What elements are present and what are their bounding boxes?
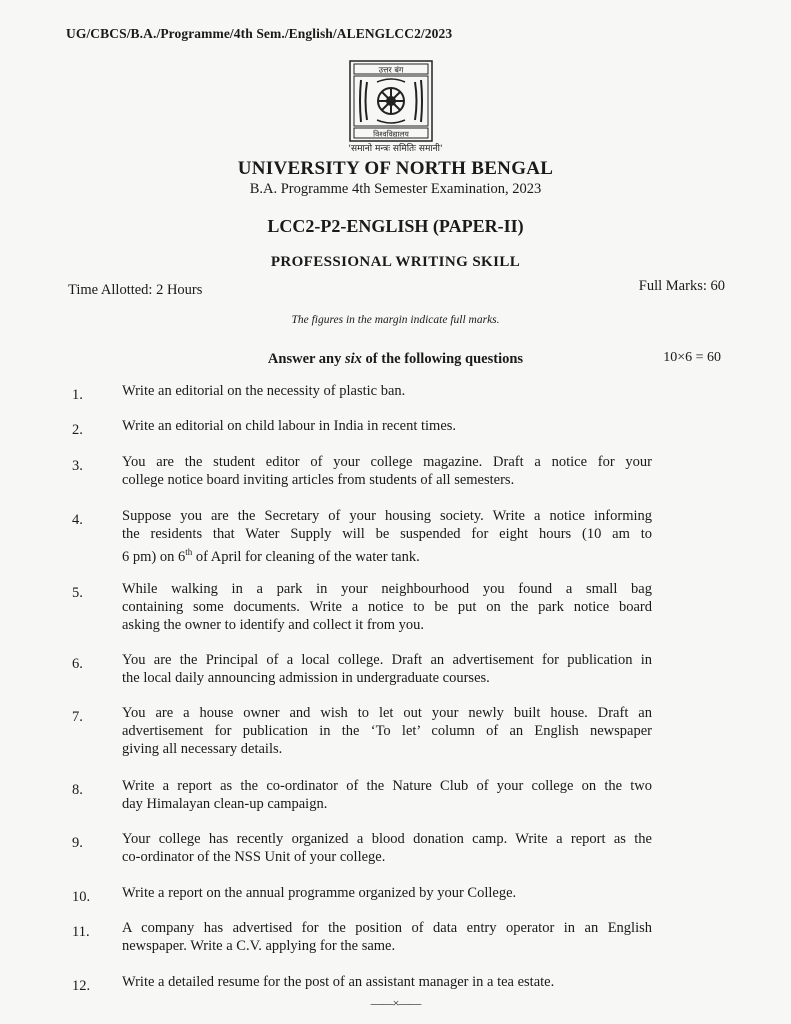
question-number: 1. xyxy=(72,387,83,403)
question-text-line: Your college has recently organized a blood donation camp. Write a report as the xyxy=(122,831,652,847)
university-motto: 'समानो मन्त्रः समितिः समानी' xyxy=(348,144,443,154)
question-text-line: Suppose you are the Secretary of your housing society. Write a notice informing xyxy=(122,508,652,524)
full-marks: Full Marks: 60 xyxy=(638,278,725,294)
question-text-line: 6 pm) on 6th of April for cleaning of the water tank. xyxy=(122,547,420,565)
question-text-line: Write a detailed resume for the post of an assistant manager in a tea estate. xyxy=(122,974,555,990)
paper-title: LCC2-P2-ENGLISH (PAPER-II) xyxy=(267,216,524,236)
margin-note: The figures in the margin indicate full marks. xyxy=(291,314,500,326)
question-text-line: co-ordinator of the NSS Unit of your college. xyxy=(122,849,386,865)
question-number: 4. xyxy=(72,512,83,528)
question-number: 5. xyxy=(72,585,83,601)
question-text-line: Write an editorial on child labour in India in recent times. xyxy=(122,418,457,434)
question-text-line: the local daily announcing admission in undergraduate courses. xyxy=(122,670,490,686)
question-number: 12. xyxy=(72,978,91,994)
exam-title: B.A. Programme 4th Semester Examination, 2023 xyxy=(249,181,542,197)
time-allotted: Time Allotted: 2 Hours xyxy=(68,282,203,298)
question-number: 3. xyxy=(72,458,83,474)
question-text-line: asking the owner to identify and collect it from you. xyxy=(122,617,425,633)
question-number: 9. xyxy=(72,835,83,851)
emblem-bottom-text: विश्वविद्यालय xyxy=(373,129,409,139)
question-text-line: While walking in a park in your neighbourhood you found a small bag xyxy=(122,581,652,597)
question-text-line: containing some documents. Write a notice to be put on the park notice board xyxy=(122,599,652,615)
question-text-line: Write an editorial on the necessity of plastic ban. xyxy=(122,383,406,399)
question-text-line: Write a report on the annual programme organized by your College. xyxy=(122,885,517,901)
instruction: Answer any six of the following questions xyxy=(267,351,524,367)
question-text-line: You are a house owner and wish to let out your newly built house. Draft an xyxy=(122,705,652,721)
question-text-line: giving all necessary details. xyxy=(122,741,283,757)
question-number: 10. xyxy=(72,889,91,905)
question-text-line: A company has advertised for the position of data entry operator in an English xyxy=(122,920,652,936)
question-number: 11. xyxy=(72,924,90,940)
question-number: 6. xyxy=(72,656,83,672)
question-text-line: the residents that Water Supply will be suspended for eight hours (10 am to xyxy=(122,526,652,542)
question-number: 7. xyxy=(72,709,83,725)
question-text-line: You are the Principal of a local college. Draft an advertisement for publication in xyxy=(122,652,652,668)
university-name: UNIVERSITY OF NORTH BENGAL xyxy=(237,158,554,179)
instruction-marks: 10×6 = 60 xyxy=(663,350,721,365)
question-text-line: You are the student editor of your college magazine. Draft a notice for your xyxy=(122,454,652,470)
university-emblem-icon xyxy=(349,60,433,142)
end-mark: ——×—— xyxy=(370,996,421,1010)
question-text-line: advertisement for publication in the ‘To let’ column of an English newspaper xyxy=(122,723,652,739)
question-text-line: Write a report as the co-ordinator of the Nature Club of your college on the two xyxy=(122,778,652,794)
subject-title: PROFESSIONAL WRITING SKILL xyxy=(270,254,521,270)
question-number: 2. xyxy=(72,422,83,438)
question-text-line: day Himalayan clean-up campaign. xyxy=(122,796,328,812)
question-text-line: newspaper. Write a C.V. applying for the same. xyxy=(122,938,396,954)
paper-code: UG/CBCS/B.A./Programme/4th Sem./English/ALENGLCC2/2023 xyxy=(66,26,453,41)
question-number: 8. xyxy=(72,782,83,798)
emblem-top-text: उत्तर बंग xyxy=(378,65,404,75)
question-text-line: college notice board inviting articles from students of all semesters. xyxy=(122,472,515,488)
